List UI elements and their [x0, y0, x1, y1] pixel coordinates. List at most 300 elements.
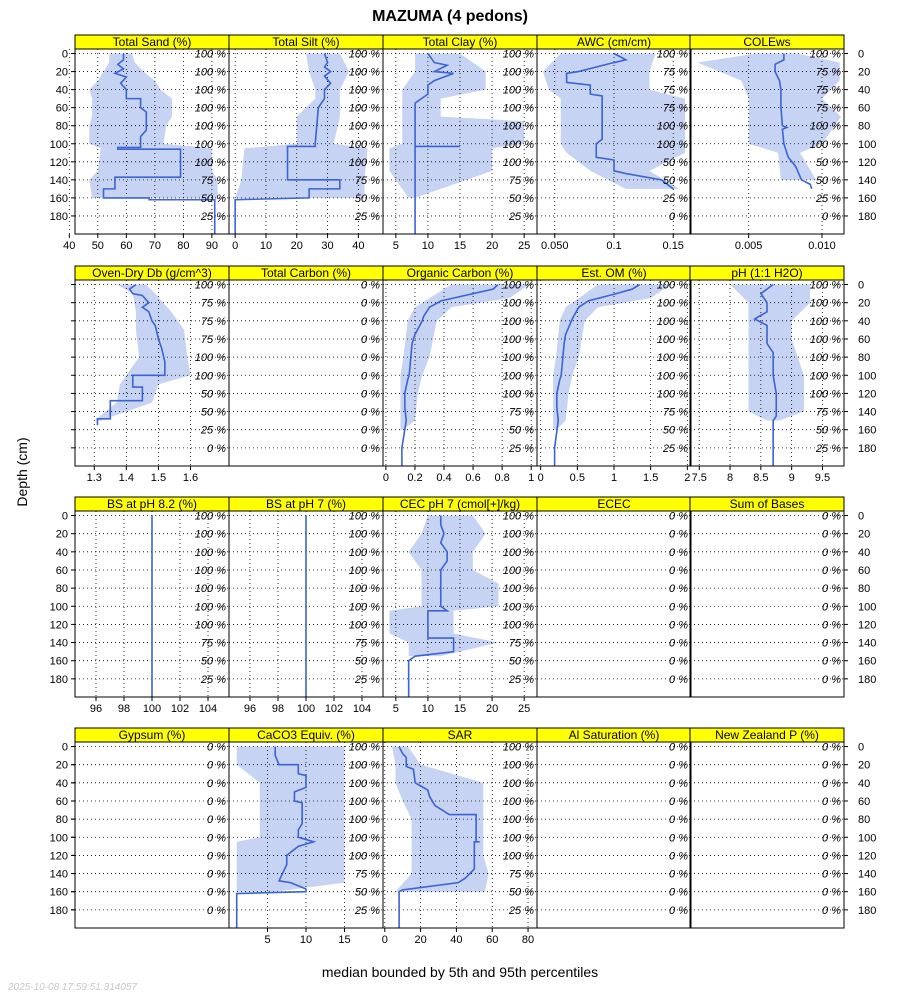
x-tick-label: 98 — [271, 703, 285, 715]
timestamp-label: 2025-10-08 17:59:51.314057 — [8, 982, 138, 993]
panel-title: Total Silt (%) — [272, 35, 340, 49]
pedon-percent-label: 50 % — [200, 192, 226, 205]
y-tick-label: 40 — [858, 777, 871, 790]
panel — [383, 497, 537, 715]
pedon-percent-label: 100 % — [502, 388, 534, 401]
y-tick-label: 80 — [55, 814, 68, 827]
panel-title: New Zealand P (%) — [715, 728, 819, 742]
pedon-percent-label: 75 % — [662, 102, 688, 115]
pedon-percent-label: 25 % — [200, 673, 226, 686]
pedon-percent-label: 100 % — [194, 619, 226, 632]
x-tick-label: 30 — [321, 240, 334, 252]
pedon-percent-label: 25 % — [354, 904, 380, 917]
pedon-percent-label: 100 % — [656, 297, 688, 310]
pedon-percent-label: 0 % — [361, 333, 380, 346]
x-tick-label: 1.5 — [150, 472, 167, 484]
pedon-percent-label: 0 % — [669, 619, 688, 632]
pedon-percent-label: 100 % — [809, 138, 841, 151]
y-tick-label: 160 — [858, 424, 877, 437]
panel — [690, 728, 876, 928]
pedon-percent-label: 100 % — [348, 601, 380, 614]
pedon-percent-label: 0 % — [669, 795, 688, 808]
panel — [537, 497, 691, 697]
panel-title: Est. OM (%) — [581, 266, 647, 280]
x-tick-label: 0 — [232, 240, 239, 252]
pedon-percent-label: 100 % — [194, 102, 226, 115]
y-tick-label: 120 — [858, 850, 877, 863]
y-tick-label: 20 — [858, 297, 871, 310]
pedon-percent-label: 0 % — [669, 673, 688, 686]
pedon-percent-label: 0 % — [669, 210, 688, 223]
pedon-percent-label: 0 % — [822, 832, 841, 845]
pedon-percent-label: 100 % — [502, 48, 534, 61]
panel-title: Oven-Dry Db (g/cm^3) — [92, 266, 212, 280]
pedon-percent-label: 75 % — [815, 102, 841, 115]
pedon-percent-label: 50 % — [354, 886, 380, 899]
y-tick-label: 40 — [858, 546, 871, 559]
x-tick-label: 0.5 — [569, 472, 585, 484]
pedon-percent-label: 0 % — [669, 528, 688, 541]
pedon-percent-label: 50 % — [662, 174, 688, 187]
pedon-percent-label: 0 % — [207, 832, 226, 845]
pedon-percent-label: 75 % — [815, 66, 841, 79]
pedon-percent-label: 50 % — [815, 424, 841, 437]
pedon-percent-label: 50 % — [508, 655, 534, 668]
pedon-percent-label: 100 % — [502, 759, 534, 772]
x-tick-label: 0 — [381, 934, 388, 946]
x-tick-label: 1 — [610, 472, 618, 484]
y-tick-label: 0 — [858, 741, 865, 754]
pedon-percent-label: 100 % — [194, 138, 226, 151]
pedon-percent-label: 75 % — [662, 66, 688, 79]
panel-title: CaCO3 Equiv. (%) — [257, 728, 355, 742]
pedon-percent-label: 0 % — [669, 583, 688, 596]
pedon-percent-label: 75 % — [508, 174, 534, 187]
y-tick-label: 80 — [858, 352, 871, 365]
y-tick-label: 120 — [49, 850, 68, 863]
pedon-percent-label: 0 % — [822, 741, 841, 754]
pedon-percent-label: 100 % — [502, 138, 534, 151]
x-axis-label: median bounded by 5th and 95th percentiles — [321, 964, 599, 980]
x-tick-label: 100 — [296, 703, 316, 715]
y-tick-label: 60 — [858, 795, 871, 808]
x-tick-label: 2 — [684, 472, 691, 484]
pedon-percent-label: 100 % — [809, 333, 841, 346]
pedon-percent-label: 0 % — [822, 583, 841, 596]
pedon-percent-label: 50 % — [354, 192, 380, 205]
panel-title: ECEC — [597, 497, 631, 511]
pedon-percent-label: 0 % — [822, 759, 841, 772]
x-tick-label: 1.6 — [182, 472, 199, 484]
x-tick-label: 0.005 — [734, 240, 763, 252]
pedon-percent-label: 100 % — [809, 297, 841, 310]
pedon-percent-label: 50 % — [200, 406, 226, 419]
pedon-percent-label: 0 % — [822, 601, 841, 614]
pedon-percent-label: 0 % — [361, 388, 380, 401]
x-tick-label: 90 — [205, 240, 219, 252]
x-tick-label: 15 — [338, 934, 351, 946]
pedon-percent-label: 0 % — [361, 442, 380, 455]
pedon-percent-label: 0 % — [822, 546, 841, 559]
pedon-percent-label: 100 % — [656, 279, 688, 292]
pedon-percent-label: 100 % — [502, 315, 534, 328]
y-tick-label: 0 — [858, 510, 865, 523]
pedon-percent-label: 100 % — [194, 352, 226, 365]
panel — [71, 266, 229, 484]
pedon-percent-label: 0 % — [669, 832, 688, 845]
y-tick-label: 0 — [61, 48, 68, 61]
x-tick-label: 15 — [453, 240, 467, 252]
pedon-percent-label: 75 % — [508, 406, 534, 419]
pedon-percent-label: 100 % — [502, 564, 534, 577]
panel-title: Gypsum (%) — [118, 728, 186, 742]
pedon-percent-label: 0 % — [361, 352, 380, 365]
x-tick-label: 9.5 — [814, 472, 831, 484]
pedon-percent-label: 0 % — [207, 904, 226, 917]
panel-title: Organic Carbon (%) — [406, 266, 514, 280]
pedon-percent-label: 100 % — [348, 795, 380, 808]
pedon-percent-label: 0 % — [822, 655, 841, 668]
panel-title: COLEws — [743, 35, 791, 49]
y-tick-label: 140 — [858, 406, 877, 419]
y-tick-label: 40 — [858, 84, 871, 97]
pedon-percent-label: 100 % — [502, 120, 534, 133]
pedon-percent-label: 100 % — [502, 777, 534, 790]
pedon-percent-label: 50 % — [815, 156, 841, 169]
x-tick-label: 20 — [485, 703, 499, 715]
y-tick-label: 80 — [55, 120, 68, 133]
y-tick-label: 180 — [858, 442, 877, 455]
pedon-percent-label: 100 % — [502, 352, 534, 365]
x-tick-label: 25 — [518, 240, 531, 252]
pedon-percent-label: 100 % — [809, 352, 841, 365]
pedon-percent-label: 75 % — [200, 297, 226, 310]
y-tick-label: 140 — [858, 637, 877, 650]
pedon-percent-label: 0 % — [361, 424, 380, 437]
pedon-percent-label: 0 % — [669, 741, 688, 754]
panel-title: BS at pH 8.2 (%) — [106, 497, 198, 511]
pedon-percent-label: 100 % — [809, 315, 841, 328]
pedon-percent-label: 100 % — [502, 546, 534, 559]
pedon-percent-label: 100 % — [194, 510, 226, 523]
pedon-percent-label: 75 % — [815, 84, 841, 97]
pedon-percent-label: 100 % — [348, 102, 380, 115]
pedon-percent-label: 100 % — [809, 279, 841, 292]
pedon-percent-label: 100 % — [348, 120, 380, 133]
pedon-percent-label: 0 % — [822, 673, 841, 686]
pedon-percent-label: 100 % — [502, 297, 534, 310]
pedon-percent-label: 100 % — [194, 528, 226, 541]
x-tick-label: 25 — [518, 703, 531, 715]
x-tick-label: 1.3 — [86, 472, 102, 484]
y-tick-label: 60 — [858, 333, 871, 346]
y-tick-label: 180 — [858, 210, 877, 223]
pedon-percent-label: 100 % — [194, 48, 226, 61]
pedon-percent-label: 100 % — [348, 138, 380, 151]
pedon-percent-label: 100 % — [348, 510, 380, 523]
y-tick-label: 120 — [858, 156, 877, 169]
panel — [229, 497, 383, 715]
pedon-percent-label: 50 % — [815, 174, 841, 187]
pedon-percent-label: 25 % — [508, 210, 534, 223]
pedon-percent-label: 0 % — [207, 850, 226, 863]
pedon-percent-label: 100 % — [348, 84, 380, 97]
y-tick-label: 160 — [49, 655, 68, 668]
y-tick-label: 20 — [55, 759, 68, 772]
pedon-percent-label: 0 % — [822, 886, 841, 899]
y-tick-label: 140 — [858, 174, 877, 187]
panel — [229, 266, 383, 466]
pedon-percent-label: 75 % — [354, 174, 380, 187]
panel-title: pH (1:1 H2O) — [731, 266, 803, 280]
x-tick-label: 0.8 — [494, 472, 510, 484]
panel — [690, 266, 876, 484]
pedon-percent-label: 0 % — [669, 655, 688, 668]
pedon-percent-label: 25 % — [662, 192, 688, 205]
x-tick-label: 20 — [414, 934, 427, 946]
pedon-percent-label: 100 % — [502, 795, 534, 808]
panel-frame — [537, 511, 691, 697]
pedon-percent-label: 0 % — [822, 795, 841, 808]
x-tick-label: 50 — [91, 240, 104, 252]
panel-title: Al Saturation (%) — [568, 728, 660, 742]
pedon-percent-label: 100 % — [656, 388, 688, 401]
x-tick-label: 0.2 — [407, 472, 423, 484]
pedon-percent-label: 0 % — [822, 528, 841, 541]
x-tick-label: 0.050 — [541, 240, 569, 252]
y-tick-label: 20 — [858, 66, 871, 79]
pedon-percent-label: 0 % — [669, 546, 688, 559]
y-tick-label: 120 — [49, 156, 68, 169]
percentile-band — [237, 747, 345, 892]
panel — [383, 35, 537, 252]
y-tick-label: 40 — [858, 315, 871, 328]
x-tick-label: 0 — [537, 472, 544, 484]
pedon-percent-label: 25 % — [354, 210, 380, 223]
pedon-percent-label: 100 % — [809, 370, 841, 383]
y-tick-label: 0 — [858, 48, 865, 61]
y-tick-label: 180 — [49, 210, 68, 223]
pedon-percent-label: 0 % — [669, 904, 688, 917]
x-tick-label: 20 — [290, 240, 303, 252]
panel-title: AWC (cm/cm) — [576, 35, 652, 49]
y-tick-label: 100 — [858, 370, 877, 383]
pedon-percent-label: 100 % — [348, 564, 380, 577]
pedon-percent-label: 0 % — [669, 868, 688, 881]
pedon-percent-label: 100 % — [502, 66, 534, 79]
pedon-percent-label: 0 % — [207, 886, 226, 899]
panel-frame — [537, 742, 691, 928]
y-axis-label: Depth (cm) — [14, 437, 30, 507]
pedon-percent-label: 100 % — [809, 120, 841, 133]
x-tick-label: 1.4 — [118, 472, 134, 484]
pedon-percent-label: 100 % — [348, 546, 380, 559]
pedon-percent-label: 0 % — [669, 886, 688, 899]
pedon-percent-label: 100 % — [348, 48, 380, 61]
pedon-percent-label: 100 % — [502, 370, 534, 383]
pedon-percent-label: 100 % — [348, 583, 380, 596]
pedon-percent-label: 0 % — [207, 795, 226, 808]
y-tick-label: 160 — [49, 192, 68, 205]
pedon-percent-label: 100 % — [502, 84, 534, 97]
pedon-percent-label: 100 % — [348, 759, 380, 772]
pedon-percent-label: 0 % — [669, 759, 688, 772]
pedon-percent-label: 100 % — [502, 510, 534, 523]
pedon-percent-label: 100 % — [194, 583, 226, 596]
pedon-percent-label: 100 % — [502, 850, 534, 863]
pedon-percent-label: 100 % — [348, 832, 380, 845]
x-tick-label: 10 — [421, 240, 435, 252]
x-tick-label: 0.1 — [606, 240, 622, 252]
y-tick-label: 160 — [858, 655, 877, 668]
pedon-percent-label: 50 % — [508, 886, 534, 899]
pedon-percent-label: 0 % — [822, 210, 841, 223]
pedon-percent-label: 0 % — [361, 406, 380, 419]
y-tick-label: 20 — [858, 759, 871, 772]
pedon-percent-label: 100 % — [656, 333, 688, 346]
pedon-percent-label: 0 % — [822, 904, 841, 917]
pedon-percent-label: 0 % — [669, 510, 688, 523]
panel-frame — [75, 742, 229, 928]
panel-title: Sum of Bases — [729, 497, 805, 511]
y-tick-label: 140 — [49, 637, 68, 650]
pedon-percent-label: 100 % — [348, 850, 380, 863]
pedon-percent-label: 50 % — [200, 388, 226, 401]
x-tick-label: 102 — [170, 703, 190, 715]
pedon-percent-label: 75 % — [508, 637, 534, 650]
pedon-percent-label: 100 % — [194, 601, 226, 614]
pedon-percent-label: 0 % — [669, 814, 688, 827]
panel-title: CEC pH 7 (cmol[+]/kg) — [399, 497, 521, 511]
pedon-percent-label: 0 % — [207, 759, 226, 772]
pedon-percent-label: 100 % — [348, 814, 380, 827]
pedon-percent-label: 25 % — [815, 442, 841, 455]
pedon-percent-label: 0 % — [207, 442, 226, 455]
x-tick-label: 10 — [299, 934, 313, 946]
x-tick-label: 60 — [486, 934, 499, 946]
y-tick-label: 100 — [858, 601, 877, 614]
pedon-percent-label: 75 % — [354, 637, 380, 650]
pedon-percent-label: 100 % — [348, 66, 380, 79]
pedon-percent-label: 0 % — [207, 814, 226, 827]
panel — [50, 35, 229, 252]
x-tick-label: 40 — [352, 240, 365, 252]
pedon-percent-label: 25 % — [354, 673, 380, 686]
pedon-percent-label: 0 % — [822, 510, 841, 523]
panel-title: Total Sand (%) — [112, 35, 192, 49]
pedon-percent-label: 100 % — [502, 619, 534, 632]
y-tick-label: 100 — [49, 601, 68, 614]
pedon-percent-label: 25 % — [200, 424, 226, 437]
pedon-percent-label: 100 % — [656, 48, 688, 61]
pedon-percent-label: 25 % — [662, 442, 688, 455]
y-tick-label: 60 — [55, 795, 68, 808]
y-tick-label: 80 — [858, 120, 871, 133]
y-tick-label: 180 — [49, 673, 68, 686]
x-tick-label: 0.010 — [808, 240, 836, 252]
x-tick-label: 104 — [352, 703, 372, 715]
pedon-percent-label: 75 % — [200, 637, 226, 650]
pedon-percent-label: 75 % — [662, 406, 688, 419]
x-tick-label: 20 — [485, 240, 499, 252]
pedon-percent-label: 100 % — [809, 48, 841, 61]
y-tick-label: 120 — [858, 388, 877, 401]
pedon-percent-label: 50 % — [200, 655, 226, 668]
pedon-percent-label: 0 % — [207, 868, 226, 881]
pedon-percent-label: 100 % — [194, 84, 226, 97]
pedon-percent-label: 0 % — [361, 297, 380, 310]
pedon-percent-label: 0 % — [822, 777, 841, 790]
pedon-percent-label: 0 % — [361, 279, 380, 292]
y-tick-label: 120 — [858, 619, 877, 632]
pedon-percent-label: 100 % — [502, 279, 534, 292]
y-tick-label: 140 — [858, 868, 877, 881]
x-tick-label: 5 — [392, 240, 399, 252]
panel — [229, 728, 383, 946]
y-tick-label: 0 — [61, 510, 68, 523]
pedon-percent-label: 25 % — [508, 673, 534, 686]
x-tick-label: 96 — [89, 703, 103, 715]
pedon-percent-label: 100 % — [502, 583, 534, 596]
pedon-percent-label: 75 % — [200, 315, 226, 328]
pedon-percent-label: 0 % — [822, 814, 841, 827]
panel-frame — [690, 511, 844, 697]
pedon-percent-label: 0 % — [822, 619, 841, 632]
pedon-percent-label: 100 % — [348, 528, 380, 541]
pedon-percent-label: 0 % — [207, 741, 226, 754]
pedon-percent-label: 100 % — [194, 66, 226, 79]
x-tick-label: 102 — [324, 703, 344, 715]
y-tick-label: 60 — [55, 102, 68, 115]
pedon-percent-label: 100 % — [502, 601, 534, 614]
pedon-percent-label: 100 % — [656, 352, 688, 365]
x-tick-label: 8 — [726, 472, 734, 484]
pedon-percent-label: 25 % — [200, 210, 226, 223]
y-tick-label: 80 — [858, 814, 871, 827]
y-tick-label: 20 — [55, 66, 68, 79]
y-tick-label: 180 — [49, 904, 68, 917]
pedon-percent-label: 0 % — [361, 315, 380, 328]
pedon-percent-label: 100 % — [348, 156, 380, 169]
x-tick-label: 5 — [264, 934, 271, 946]
y-tick-label: 60 — [55, 564, 68, 577]
x-tick-label: 1 — [528, 472, 535, 484]
pedon-percent-label: 75 % — [354, 868, 380, 881]
pedon-percent-label: 100 % — [194, 120, 226, 133]
panel — [383, 266, 537, 484]
pedon-percent-label: 75 % — [200, 174, 226, 187]
pedon-percent-label: 50 % — [662, 156, 688, 169]
x-tick-label: 40 — [63, 240, 76, 252]
chart-title: MAZUMA (4 pedons) — [372, 8, 528, 25]
pedon-percent-label: 100 % — [194, 370, 226, 383]
x-tick-label: 9 — [788, 472, 795, 484]
pedon-percent-label: 100 % — [348, 741, 380, 754]
y-tick-label: 140 — [49, 174, 68, 187]
x-tick-label: 7.5 — [691, 472, 707, 484]
pedon-percent-label: 100 % — [809, 388, 841, 401]
x-tick-label: 0.6 — [465, 472, 481, 484]
x-tick-label: 8.5 — [753, 472, 769, 484]
pedon-percent-label: 25 % — [815, 192, 841, 205]
pedon-percent-label: 100 % — [502, 102, 534, 115]
pedon-percent-label: 50 % — [508, 424, 534, 437]
y-tick-label: 20 — [858, 528, 871, 541]
y-tick-label: 120 — [49, 619, 68, 632]
x-tick-label: 40 — [450, 934, 463, 946]
pedon-percent-label: 0 % — [669, 564, 688, 577]
pedon-percent-label: 25 % — [508, 442, 534, 455]
